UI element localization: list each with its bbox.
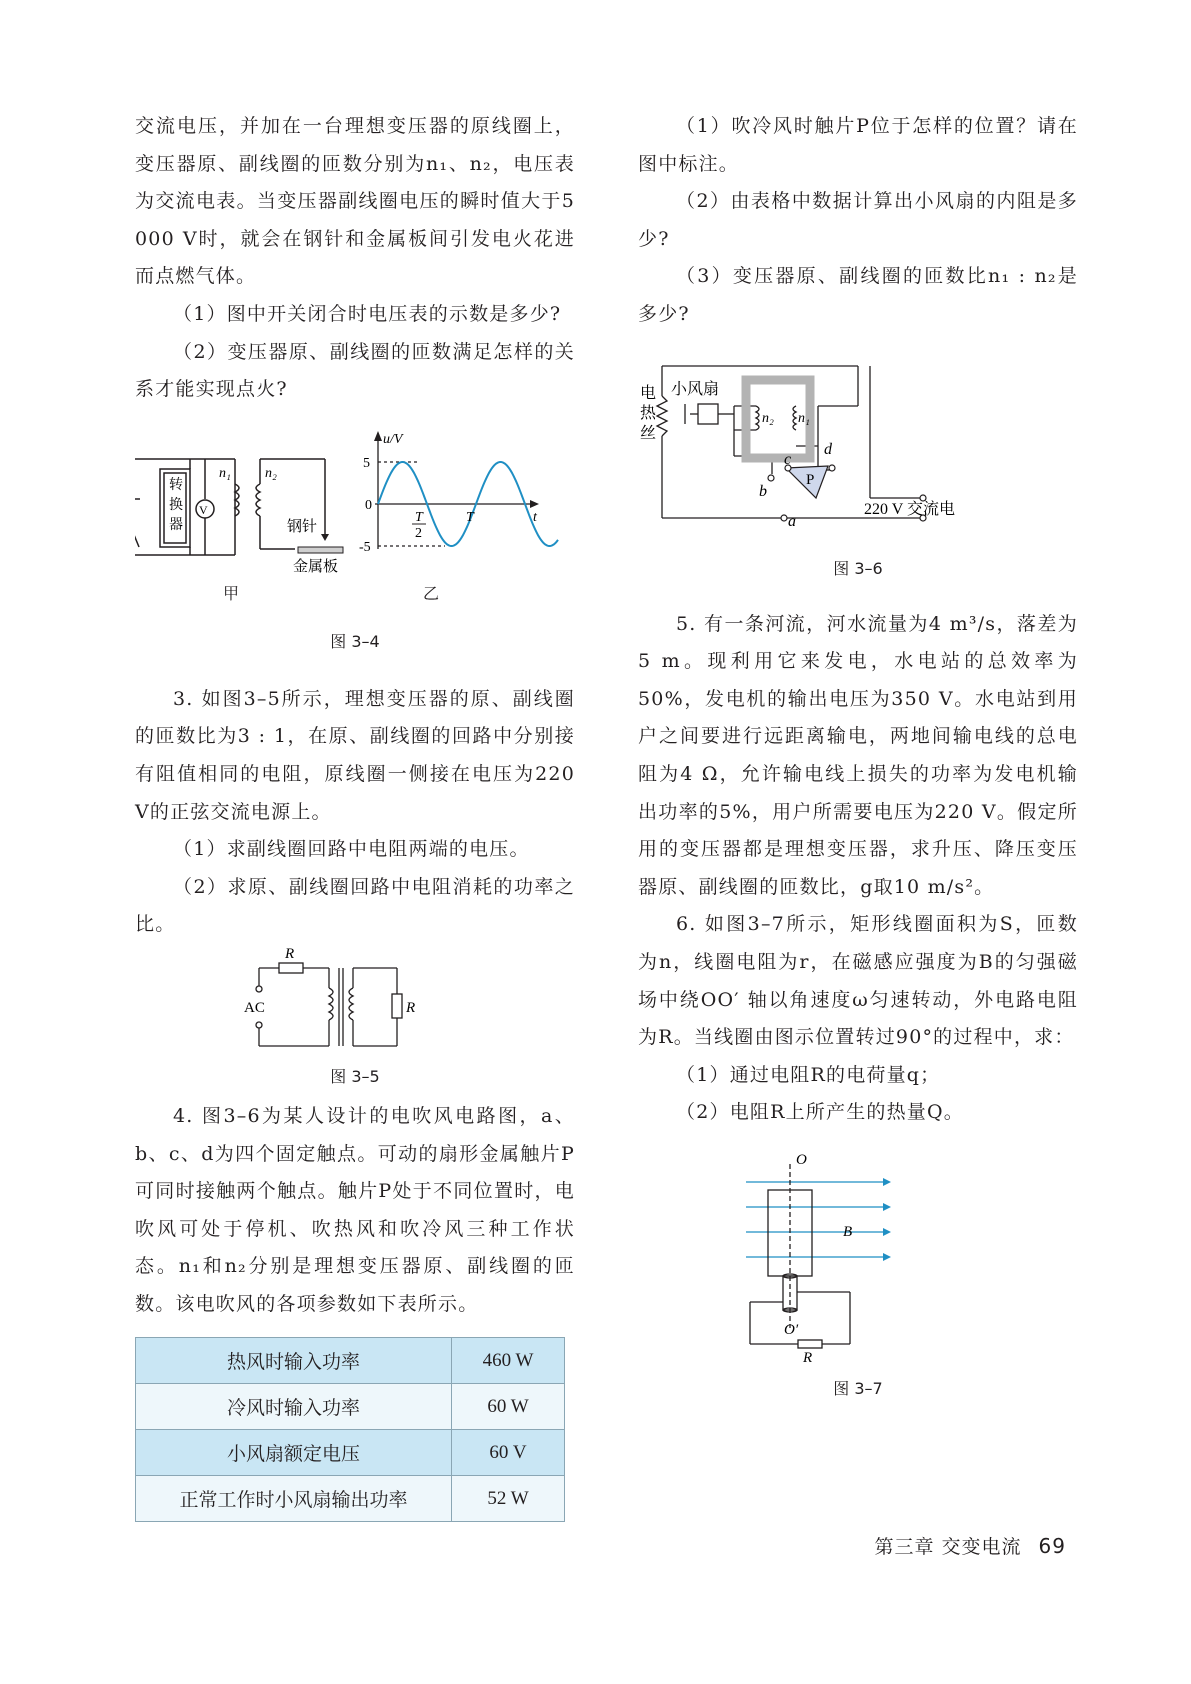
figure-3-4 (135, 429, 575, 669)
table-row (136, 1430, 565, 1476)
y-positive-tick: 5 (363, 455, 370, 471)
needle-label: 钢针 (287, 518, 318, 535)
half-period-denominator: 2 (415, 525, 422, 541)
table-cell-value: 60 V (452, 1430, 565, 1476)
table-cell-label: 冷风时输入功率 (136, 1384, 452, 1430)
resistor-top-label: R (285, 947, 295, 962)
sub-label-b: 乙 (423, 583, 440, 603)
contact-b-label: b (759, 482, 767, 500)
paragraph-problem3: 3. 如图3–5所示，理想变压器的原、副线圈的匝数比为3 : 1，在原、副线圈的回路中分别接有阻值相同的电阻，原线圈一侧接在电压为220 V的正弦交流电源上。 (135, 687, 575, 823)
axis-u-label: u/V (383, 431, 403, 447)
converter-char-3: 器 (169, 517, 183, 533)
y-negative-tick: -5 (359, 539, 371, 555)
left-column (135, 108, 575, 1522)
question-2-1: （1）图中开关闭合时电压表的示数是多少? (173, 302, 562, 325)
figure-3-6-drawing (638, 356, 1078, 566)
axis-o-top-label: O (796, 1151, 807, 1168)
figure-3-6-caption: 图 3–6 (833, 558, 883, 578)
figure-3-7 (638, 1152, 1078, 1402)
axis-t-label: t (533, 509, 537, 525)
figure-3-5 (135, 948, 575, 1098)
question-3-1: （1）求副线圈回路中电阻两端的电压。 (173, 838, 530, 861)
contact-d-label: d (824, 440, 832, 458)
period-label: T (466, 509, 474, 525)
contact-p-label: P (806, 471, 815, 488)
table-cell-value: 460 W (452, 1338, 565, 1384)
converter-char-1: 转 (169, 477, 183, 493)
converter-char-2: 换 (169, 497, 183, 513)
paragraph-problem5: 5. 有一条河流，河水流量为4 m³/s，落差为5 m。现利用它来发电，水电站的总效率为50%，发电机的输出电压为350 V。水电站到用户之间要进行远距离输电，两地间输电线的总电阻为4 Ω，允许输电线上损失的功率为发电机输出功率的5%，用户所需要电压为220 V。假定所用的变压器都是理想变压器，求升压、降压变压器原、副线圈的匝数比，g取10 m/s²。 (638, 612, 1078, 898)
table-cell-value: 60 W (452, 1384, 565, 1430)
fan-label: 小风扇 (671, 380, 720, 398)
n1-label: n₁ (219, 465, 231, 481)
heater-char-3: 丝 (640, 424, 657, 442)
question-6-1: （1）通过电阻R的电荷量q； (676, 1063, 941, 1086)
figure-3-7-caption: 图 3–7 (833, 1378, 883, 1398)
table-cell-label: 小风扇额定电压 (136, 1430, 452, 1476)
plate-label: 金属板 (293, 558, 339, 575)
page-number: 69 (1038, 1534, 1066, 1558)
figure-3-7-drawing (638, 1152, 1078, 1362)
chapter-title: 第三章 交变电流 (874, 1536, 1022, 1558)
table-cell-label: 正常工作时小风扇输出功率 (136, 1476, 452, 1522)
question-6-2: （2）电阻R上所产生的热量Q。 (676, 1101, 964, 1124)
page-footer (874, 1532, 1066, 1559)
parameter-table (135, 1337, 565, 1522)
n2-label: n₂ (265, 465, 277, 481)
table-row (136, 1338, 565, 1384)
figure-3-5-drawing (135, 948, 575, 1066)
table-row (136, 1384, 565, 1430)
resistor-r-label: R (803, 1349, 813, 1362)
supply-label: 220 V 交流电 (864, 500, 955, 518)
right-column (638, 108, 1078, 1402)
paragraph-problem4: 4. 图3–6为某人设计的电吹风电路图，a、b、c、d为四个固定触点。可动的扇形金属触片P可同时接触两个触点。触片P处于不同位置时，电吹风可处于停机、吹热风和吹冷风三种工作状态。n₁和n₂分别是理想变压器原、副线圈的匝数。该电吹风的各项参数如下表所示。 (135, 1104, 575, 1315)
paragraph-problem2-body: 交流电压，并加在一台理想变压器的原线圈上，变压器原、副线圈的匝数分别为n₁、n₂，电压表为交流电表。当变压器副线圈电压的瞬时值大于5 000 V时，就会在钢针和金属板间引发电火花进而点燃气体。 (135, 115, 575, 288)
table-row (136, 1476, 565, 1522)
paragraph-problem6: 6. 如图3–7所示，矩形线圈面积为S，匝数为n，线圈电阻为r，在磁感应强度为B的匀强磁场中绕OO′ 轴以角速度ω匀速转动，外电路电阻为R。当线圈由图示位置转过90°的过程中，求： (638, 913, 1078, 1049)
n1-coil-label: n₁ (798, 410, 810, 426)
figure-3-5-caption: 图 3–5 (330, 1066, 380, 1086)
half-period-numerator: T (415, 509, 423, 525)
contact-a-label: a (788, 512, 796, 530)
origin-label: 0 (365, 497, 372, 513)
table-cell-value: 52 W (452, 1476, 565, 1522)
figure-3-6 (638, 356, 1078, 606)
heater-char-2: 热 (640, 404, 657, 422)
question-2-2: （2）变压器原、副线圈的匝数满足怎样的关系才能实现点火? (135, 340, 575, 401)
n2-coil-label: n₂ (762, 410, 774, 426)
axis-o-bottom-label: O′ (784, 1321, 799, 1338)
field-b-label: B (843, 1223, 853, 1240)
question-4-1: （1）吹冷风时触片P位于怎样的位置？请在图中标注。 (638, 115, 1078, 175)
figure-3-4-drawing (135, 429, 575, 629)
sub-label-a: 甲 (223, 583, 240, 603)
figure-3-4-caption: 图 3–4 (330, 631, 380, 651)
table-cell-label: 热风时输入功率 (136, 1338, 452, 1384)
resistor-right-label: R (406, 999, 416, 1016)
heater-char-1: 电 (640, 384, 657, 402)
question-4-2: （2）由表格中数据计算出小风扇的内阻是多少? (638, 190, 1078, 250)
ac-label: AC (244, 999, 265, 1016)
question-3-2: （2）求原、副线圈回路中电阻消耗的功率之比。 (135, 875, 575, 936)
voltmeter-label: V (199, 502, 208, 517)
contact-c-label: c (784, 450, 792, 468)
question-4-3: （3）变压器原、副线圈的匝数比n₁ : n₂是多少? (638, 265, 1078, 325)
